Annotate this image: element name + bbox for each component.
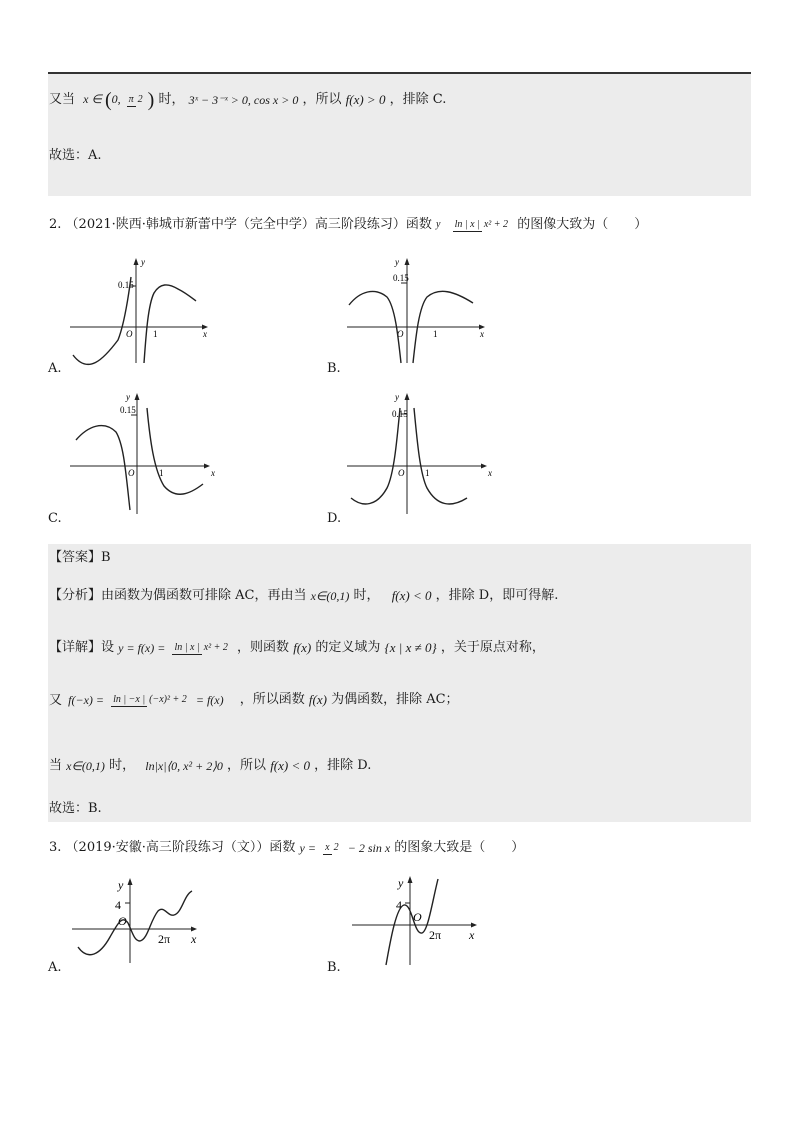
svg-text:x: x: [211, 468, 215, 478]
graph-q3-a: [70, 873, 210, 965]
option-label: B.: [327, 361, 341, 376]
choice-1: 故选：A.: [49, 148, 102, 163]
svg-text:O: O: [398, 468, 405, 478]
analysis-line: 【分析】由函数为偶函数可排除 AC，再由当 x∈(0,1) 时， f(x) < 0 ，排除 D，即可得解.: [49, 588, 559, 603]
svg-text:y: y: [398, 876, 404, 890]
svg-text:1: 1: [159, 468, 164, 478]
graph-q2-d: [345, 390, 495, 515]
svg-text:2π: 2π: [429, 928, 442, 942]
graph-q2-a: [68, 255, 218, 365]
choice-2: 故选：B.: [49, 801, 102, 816]
option-label: C.: [48, 511, 62, 526]
ineq: 3ˣ − 3⁻ˣ > 0, cos x > 0: [188, 92, 299, 107]
svg-text:0.15: 0.15: [120, 405, 136, 415]
svg-text:y: y: [118, 878, 124, 892]
when-line: 当 x∈(0,1) 时， ln|x|⟨0, x² + 2⟩0 ，所以 f(x) < 0 ，排除 D.: [49, 758, 372, 773]
option-label: D.: [327, 511, 342, 526]
svg-text:O: O: [128, 468, 135, 478]
svg-text:1: 1: [153, 329, 158, 339]
svg-text:1: 1: [425, 468, 430, 478]
svg-text:4: 4: [396, 898, 402, 912]
option-label: A.: [48, 361, 62, 376]
question-2: 2. （2021·陕西·韩城市新蕾中学（完全中学）高三阶段练习）函数 y ln | x | x² + 2 的图像大致为（ ）: [49, 217, 648, 232]
svg-text:0.15: 0.15: [393, 273, 409, 283]
svg-text:x: x: [469, 928, 475, 942]
answer-line: 【答案】B: [49, 550, 111, 565]
svg-text:O: O: [118, 914, 127, 928]
tick-y: 0.15: [118, 280, 134, 290]
svg-text:O: O: [126, 329, 133, 339]
svg-text:x: x: [488, 468, 492, 478]
question-3: 3. （2019·安徽·高三阶段练习（文））函数 y = x 2 − 2 sin x 的图象大致是（ ）: [49, 840, 525, 855]
svg-text:x: x: [191, 932, 197, 946]
svg-text:y: y: [395, 257, 399, 267]
svg-text:O: O: [413, 910, 422, 924]
svg-text:y: y: [126, 392, 130, 402]
svg-text:y: y: [395, 392, 399, 402]
detail-line: 【详解】设 y = f(x) = ln | x | x² + 2 ，则函数 f(x) 的定义域为 {x | x ≠ 0} ，关于原点对称，: [49, 640, 545, 655]
svg-text:x: x: [480, 329, 484, 339]
f-positive: f(x) > 0: [345, 91, 386, 107]
option-label: A.: [48, 960, 62, 975]
graph-q2-c: [68, 390, 218, 515]
graph-q3-b: [350, 873, 490, 968]
option-label: B.: [327, 960, 341, 975]
solution-line-again: 又当 x ∈ (0, π 2 ) 时， 3ˣ − 3⁻ˣ > 0, cos x > 0 ，所以 f(x) > 0 ，排除 C.: [49, 89, 447, 112]
svg-text:y: y: [141, 257, 145, 267]
svg-text:1: 1: [433, 329, 438, 339]
svg-text:O: O: [397, 329, 404, 339]
svg-text:4: 4: [115, 898, 121, 912]
svg-text:2π: 2π: [158, 932, 171, 946]
svg-text:x: x: [203, 329, 207, 339]
graph-q2-b: [345, 255, 495, 365]
again-line: 又 f(−x) = ln | −x | (−x)² + 2 = f(x) ，所以函数 f(x) 为偶函数，排除 AC；: [49, 692, 459, 708]
svg-text:0.15: 0.15: [392, 409, 408, 419]
